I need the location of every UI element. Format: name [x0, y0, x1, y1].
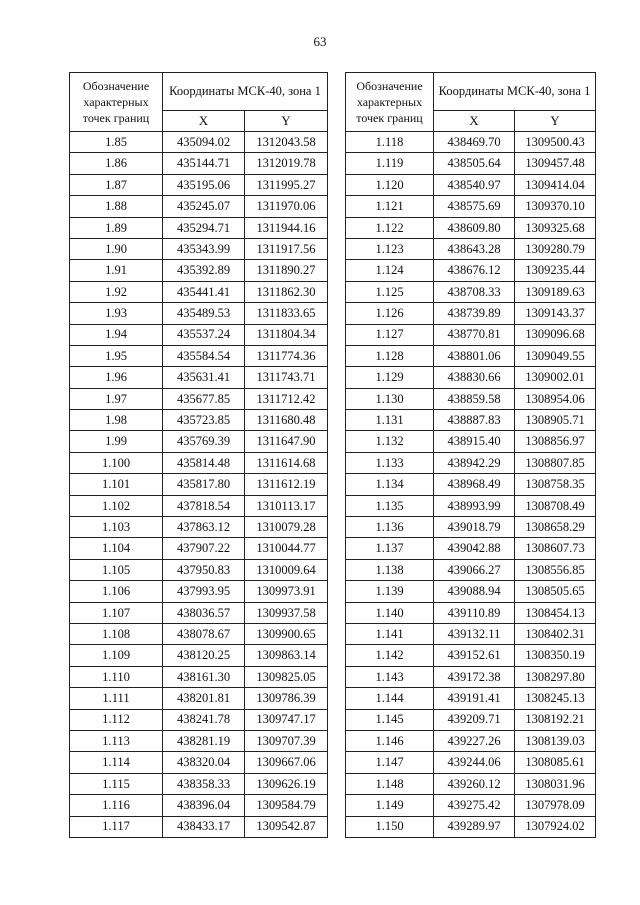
table-row [70, 517, 328, 538]
table-row [70, 538, 328, 559]
coord-x-cell: 435441.41 [163, 281, 245, 302]
table-row [346, 538, 596, 559]
point-designation-cell: 1.99 [70, 431, 163, 452]
table-row [346, 795, 596, 816]
table-row [346, 431, 596, 452]
coord-y-cell: 1309325.68 [515, 217, 596, 238]
point-designation-cell: 1.118 [346, 132, 434, 153]
point-designation-cell: 1.135 [346, 495, 434, 516]
point-designation-cell: 1.89 [70, 217, 163, 238]
table-row [346, 132, 596, 153]
point-designation-cell: 1.90 [70, 238, 163, 259]
coord-x-cell: 438396.04 [163, 795, 245, 816]
header-row-top [70, 73, 328, 111]
table-row [70, 324, 328, 345]
coord-y-cell: 1309747.17 [245, 709, 328, 730]
point-designation-cell: 1.126 [346, 303, 434, 324]
coordinates-table-left [69, 72, 328, 838]
table-row [70, 602, 328, 623]
point-designation-cell: 1.116 [70, 795, 163, 816]
table-row [346, 281, 596, 302]
table-row [70, 730, 328, 751]
point-designation-cell: 1.102 [70, 495, 163, 516]
coord-y-cell: 1311774.36 [245, 345, 328, 366]
header-y: Y [245, 110, 328, 131]
coord-x-cell: 439227.26 [434, 730, 515, 751]
table-row [70, 410, 328, 431]
coord-y-cell: 1311647.90 [245, 431, 328, 452]
table-row [70, 645, 328, 666]
table-row [70, 495, 328, 516]
point-designation-cell: 1.149 [346, 795, 434, 816]
point-designation-cell: 1.93 [70, 303, 163, 324]
coord-y-cell: 1308505.65 [515, 581, 596, 602]
point-designation-cell: 1.104 [70, 538, 163, 559]
point-designation-cell: 1.133 [346, 452, 434, 473]
coord-x-cell: 438739.89 [434, 303, 515, 324]
coord-x-cell: 438859.58 [434, 388, 515, 409]
coord-y-cell: 1309414.04 [515, 174, 596, 195]
coord-y-cell: 1308758.35 [515, 474, 596, 495]
coord-x-cell: 438830.66 [434, 367, 515, 388]
coord-y-cell: 1311970.06 [245, 196, 328, 217]
coord-x-cell: 435677.85 [163, 388, 245, 409]
table-row [346, 303, 596, 324]
table-row [70, 132, 328, 153]
coord-x-cell: 439244.06 [434, 752, 515, 773]
coord-x-cell: 439110.89 [434, 602, 515, 623]
coord-x-cell: 438968.49 [434, 474, 515, 495]
coord-y-cell: 1311614.68 [245, 452, 328, 473]
table-row [346, 452, 596, 473]
table-row [70, 431, 328, 452]
table-row [346, 324, 596, 345]
table-row [346, 816, 596, 837]
coord-x-cell: 435723.85 [163, 410, 245, 431]
point-designation-cell: 1.150 [346, 816, 434, 837]
coord-x-cell: 438358.33 [163, 773, 245, 794]
coord-y-cell: 1307924.02 [515, 816, 596, 837]
coord-y-cell: 1311944.16 [245, 217, 328, 238]
coord-y-cell: 1309235.44 [515, 260, 596, 281]
coord-x-cell: 438993.99 [434, 495, 515, 516]
coordinates-table-right [345, 72, 596, 838]
table-row [346, 645, 596, 666]
coord-x-cell: 438469.70 [434, 132, 515, 153]
table-row [346, 602, 596, 623]
coord-x-cell: 439209.71 [434, 709, 515, 730]
point-designation-cell: 1.129 [346, 367, 434, 388]
table-row [346, 666, 596, 687]
table-row [70, 752, 328, 773]
point-designation-cell: 1.97 [70, 388, 163, 409]
header-x: X [163, 110, 245, 131]
coord-x-cell: 435144.71 [163, 153, 245, 174]
point-designation-cell: 1.148 [346, 773, 434, 794]
coord-y-cell: 1309584.79 [245, 795, 328, 816]
coord-y-cell: 1308556.85 [515, 559, 596, 580]
coord-y-cell: 1310079.28 [245, 517, 328, 538]
coord-x-cell: 439289.97 [434, 816, 515, 837]
coord-x-cell: 437907.22 [163, 538, 245, 559]
table-row [70, 559, 328, 580]
coord-x-cell: 437818.54 [163, 495, 245, 516]
coord-x-cell: 438887.83 [434, 410, 515, 431]
coord-x-cell: 439132.11 [434, 623, 515, 644]
point-designation-cell: 1.121 [346, 196, 434, 217]
table-row [70, 281, 328, 302]
coord-x-cell: 439042.88 [434, 538, 515, 559]
point-designation-cell: 1.134 [346, 474, 434, 495]
coord-x-cell: 438201.81 [163, 688, 245, 709]
coord-y-cell: 1308031.96 [515, 773, 596, 794]
table-row [70, 773, 328, 794]
point-designation-cell: 1.147 [346, 752, 434, 773]
table-row [346, 238, 596, 259]
point-designation-cell: 1.142 [346, 645, 434, 666]
coord-x-cell: 435245.07 [163, 196, 245, 217]
coord-x-cell: 438708.33 [434, 281, 515, 302]
table-row [70, 474, 328, 495]
coord-y-cell: 1309049.55 [515, 345, 596, 366]
coord-x-cell: 438241.78 [163, 709, 245, 730]
table-row [70, 260, 328, 281]
header-designation: Обозначение характерных точек границ [70, 73, 163, 132]
table-row [70, 795, 328, 816]
point-designation-cell: 1.115 [70, 773, 163, 794]
point-designation-cell: 1.131 [346, 410, 434, 431]
coord-x-cell: 439260.12 [434, 773, 515, 794]
coord-x-cell: 437950.83 [163, 559, 245, 580]
coord-x-cell: 435631.41 [163, 367, 245, 388]
point-designation-cell: 1.125 [346, 281, 434, 302]
table-row [70, 217, 328, 238]
table-row [346, 581, 596, 602]
point-designation-cell: 1.122 [346, 217, 434, 238]
point-designation-cell: 1.127 [346, 324, 434, 345]
table-row [346, 196, 596, 217]
point-designation-cell: 1.110 [70, 666, 163, 687]
coord-y-cell: 1309667.06 [245, 752, 328, 773]
point-designation-cell: 1.146 [346, 730, 434, 751]
coord-y-cell: 1309143.37 [515, 303, 596, 324]
coord-y-cell: 1308454.13 [515, 602, 596, 623]
coord-x-cell: 435817.80 [163, 474, 245, 495]
point-designation-cell: 1.95 [70, 345, 163, 366]
coord-y-cell: 1311890.27 [245, 260, 328, 281]
table-row [346, 345, 596, 366]
coord-y-cell: 1311612.19 [245, 474, 328, 495]
point-designation-cell: 1.105 [70, 559, 163, 580]
coord-y-cell: 1309370.10 [515, 196, 596, 217]
table-row [346, 517, 596, 538]
header-row-top [346, 73, 596, 111]
point-designation-cell: 1.114 [70, 752, 163, 773]
coord-y-cell: 1308807.85 [515, 452, 596, 473]
header-x: X [434, 110, 515, 131]
coord-x-cell: 439191.41 [434, 688, 515, 709]
point-designation-cell: 1.113 [70, 730, 163, 751]
point-designation-cell: 1.137 [346, 538, 434, 559]
coord-y-cell: 1308905.71 [515, 410, 596, 431]
table-row [70, 581, 328, 602]
header-y: Y [515, 110, 596, 131]
coord-x-cell: 438433.17 [163, 816, 245, 837]
point-designation-cell: 1.144 [346, 688, 434, 709]
coord-x-cell: 435343.99 [163, 238, 245, 259]
coord-x-cell: 435195.06 [163, 174, 245, 195]
table-row [346, 153, 596, 174]
coord-y-cell: 1311995.27 [245, 174, 328, 195]
coord-x-cell: 435769.39 [163, 431, 245, 452]
coord-y-cell: 1311743.71 [245, 367, 328, 388]
point-designation-cell: 1.141 [346, 623, 434, 644]
point-designation-cell: 1.130 [346, 388, 434, 409]
table-row [346, 367, 596, 388]
point-designation-cell: 1.87 [70, 174, 163, 195]
coord-y-cell: 1309500.43 [515, 132, 596, 153]
coord-x-cell: 435094.02 [163, 132, 245, 153]
coord-y-cell: 1308954.06 [515, 388, 596, 409]
header-coordinates: Координаты МСК-40, зона 1 [163, 73, 328, 111]
coord-x-cell: 438676.12 [434, 260, 515, 281]
point-designation-cell: 1.124 [346, 260, 434, 281]
coord-y-cell: 1310044.77 [245, 538, 328, 559]
coord-x-cell: 435392.89 [163, 260, 245, 281]
point-designation-cell: 1.140 [346, 602, 434, 623]
point-designation-cell: 1.100 [70, 452, 163, 473]
point-designation-cell: 1.120 [346, 174, 434, 195]
coord-x-cell: 438770.81 [434, 324, 515, 345]
point-designation-cell: 1.117 [70, 816, 163, 837]
point-designation-cell: 1.85 [70, 132, 163, 153]
table-body-right [346, 132, 596, 838]
point-designation-cell: 1.106 [70, 581, 163, 602]
coord-y-cell: 1308402.31 [515, 623, 596, 644]
coord-x-cell: 439275.42 [434, 795, 515, 816]
coord-y-cell: 1309937.58 [245, 602, 328, 623]
coord-x-cell: 438161.30 [163, 666, 245, 687]
table-row [346, 217, 596, 238]
table-row [70, 688, 328, 709]
coord-y-cell: 1310113.17 [245, 495, 328, 516]
coord-y-cell: 1309457.48 [515, 153, 596, 174]
coord-y-cell: 1307978.09 [515, 795, 596, 816]
coord-y-cell: 1308245.13 [515, 688, 596, 709]
point-designation-cell: 1.109 [70, 645, 163, 666]
coord-x-cell: 438609.80 [434, 217, 515, 238]
coord-y-cell: 1308856.97 [515, 431, 596, 452]
coord-y-cell: 1309973.91 [245, 581, 328, 602]
table-row [70, 196, 328, 217]
table-row [70, 666, 328, 687]
point-designation-cell: 1.96 [70, 367, 163, 388]
coord-x-cell: 438505.64 [434, 153, 515, 174]
point-designation-cell: 1.101 [70, 474, 163, 495]
coord-y-cell: 1309542.87 [245, 816, 328, 837]
coord-y-cell: 1308607.73 [515, 538, 596, 559]
coord-y-cell: 1309096.68 [515, 324, 596, 345]
header-coordinates: Координаты МСК-40, зона 1 [434, 73, 596, 111]
coord-y-cell: 1308297.80 [515, 666, 596, 687]
coord-x-cell: 438575.69 [434, 196, 515, 217]
coord-y-cell: 1308708.49 [515, 495, 596, 516]
coord-y-cell: 1309825.05 [245, 666, 328, 687]
table-row [346, 623, 596, 644]
point-designation-cell: 1.92 [70, 281, 163, 302]
point-designation-cell: 1.88 [70, 196, 163, 217]
table-row [70, 388, 328, 409]
coord-x-cell: 439152.61 [434, 645, 515, 666]
table-row [70, 709, 328, 730]
coord-x-cell: 435814.48 [163, 452, 245, 473]
coord-x-cell: 439018.79 [434, 517, 515, 538]
coord-y-cell: 1309626.19 [245, 773, 328, 794]
table-row [70, 367, 328, 388]
coord-x-cell: 439088.94 [434, 581, 515, 602]
page-number: 63 [313, 34, 327, 49]
coord-x-cell: 437993.95 [163, 581, 245, 602]
point-designation-cell: 1.145 [346, 709, 434, 730]
point-designation-cell: 1.108 [70, 623, 163, 644]
point-designation-cell: 1.111 [70, 688, 163, 709]
coord-y-cell: 1309900.65 [245, 623, 328, 644]
table-row [346, 495, 596, 516]
coord-x-cell: 438540.97 [434, 174, 515, 195]
coord-x-cell: 435584.54 [163, 345, 245, 366]
point-designation-cell: 1.143 [346, 666, 434, 687]
coord-x-cell: 439172.38 [434, 666, 515, 687]
coord-y-cell: 1308085.61 [515, 752, 596, 773]
point-designation-cell: 1.123 [346, 238, 434, 259]
coord-x-cell: 438320.04 [163, 752, 245, 773]
point-designation-cell: 1.112 [70, 709, 163, 730]
table-row [346, 474, 596, 495]
point-designation-cell: 1.138 [346, 559, 434, 580]
coord-y-cell: 1311833.65 [245, 303, 328, 324]
table-row [346, 730, 596, 751]
coord-y-cell: 1308350.19 [515, 645, 596, 666]
coord-y-cell: 1312019.78 [245, 153, 328, 174]
point-designation-cell: 1.98 [70, 410, 163, 431]
coord-y-cell: 1309707.39 [245, 730, 328, 751]
table-row [70, 623, 328, 644]
coord-y-cell: 1308658.29 [515, 517, 596, 538]
coord-x-cell: 435489.53 [163, 303, 245, 324]
table-row [346, 388, 596, 409]
coord-x-cell: 438078.67 [163, 623, 245, 644]
point-designation-cell: 1.103 [70, 517, 163, 538]
point-designation-cell: 1.107 [70, 602, 163, 623]
table-row [70, 238, 328, 259]
coord-y-cell: 1308192.21 [515, 709, 596, 730]
coord-y-cell: 1309002.01 [515, 367, 596, 388]
coord-y-cell: 1311804.34 [245, 324, 328, 345]
coord-y-cell: 1309786.39 [245, 688, 328, 709]
point-designation-cell: 1.132 [346, 431, 434, 452]
point-designation-cell: 1.91 [70, 260, 163, 281]
coord-y-cell: 1311862.30 [245, 281, 328, 302]
table-row [346, 410, 596, 431]
coord-y-cell: 1311917.56 [245, 238, 328, 259]
point-designation-cell: 1.136 [346, 517, 434, 538]
coord-x-cell: 438915.40 [434, 431, 515, 452]
table-row [70, 452, 328, 473]
table-row [70, 345, 328, 366]
point-designation-cell: 1.128 [346, 345, 434, 366]
table-row [346, 260, 596, 281]
coord-x-cell: 439066.27 [434, 559, 515, 580]
coord-y-cell: 1309280.79 [515, 238, 596, 259]
coord-x-cell: 438036.57 [163, 602, 245, 623]
table-row [346, 773, 596, 794]
coord-x-cell: 438643.28 [434, 238, 515, 259]
table-row [70, 816, 328, 837]
coord-y-cell: 1309863.14 [245, 645, 328, 666]
coord-x-cell: 438281.19 [163, 730, 245, 751]
coord-x-cell: 438801.06 [434, 345, 515, 366]
coord-x-cell: 438120.25 [163, 645, 245, 666]
point-designation-cell: 1.86 [70, 153, 163, 174]
coord-x-cell: 438942.29 [434, 452, 515, 473]
coord-y-cell: 1312043.58 [245, 132, 328, 153]
coord-y-cell: 1311680.48 [245, 410, 328, 431]
point-designation-cell: 1.139 [346, 581, 434, 602]
coord-y-cell: 1310009.64 [245, 559, 328, 580]
table-row [70, 303, 328, 324]
coord-x-cell: 437863.12 [163, 517, 245, 538]
coord-y-cell: 1309189.63 [515, 281, 596, 302]
table-body-left [70, 132, 328, 838]
coord-y-cell: 1311712.42 [245, 388, 328, 409]
table-row [346, 559, 596, 580]
coord-y-cell: 1308139.03 [515, 730, 596, 751]
table-row [346, 174, 596, 195]
coord-x-cell: 435537.24 [163, 324, 245, 345]
table-row [70, 174, 328, 195]
point-designation-cell: 1.94 [70, 324, 163, 345]
table-row [70, 153, 328, 174]
header-designation: Обозначение характерных точек границ [346, 73, 434, 132]
coord-x-cell: 435294.71 [163, 217, 245, 238]
table-row [346, 688, 596, 709]
table-row [346, 709, 596, 730]
table-row [346, 752, 596, 773]
point-designation-cell: 1.119 [346, 153, 434, 174]
